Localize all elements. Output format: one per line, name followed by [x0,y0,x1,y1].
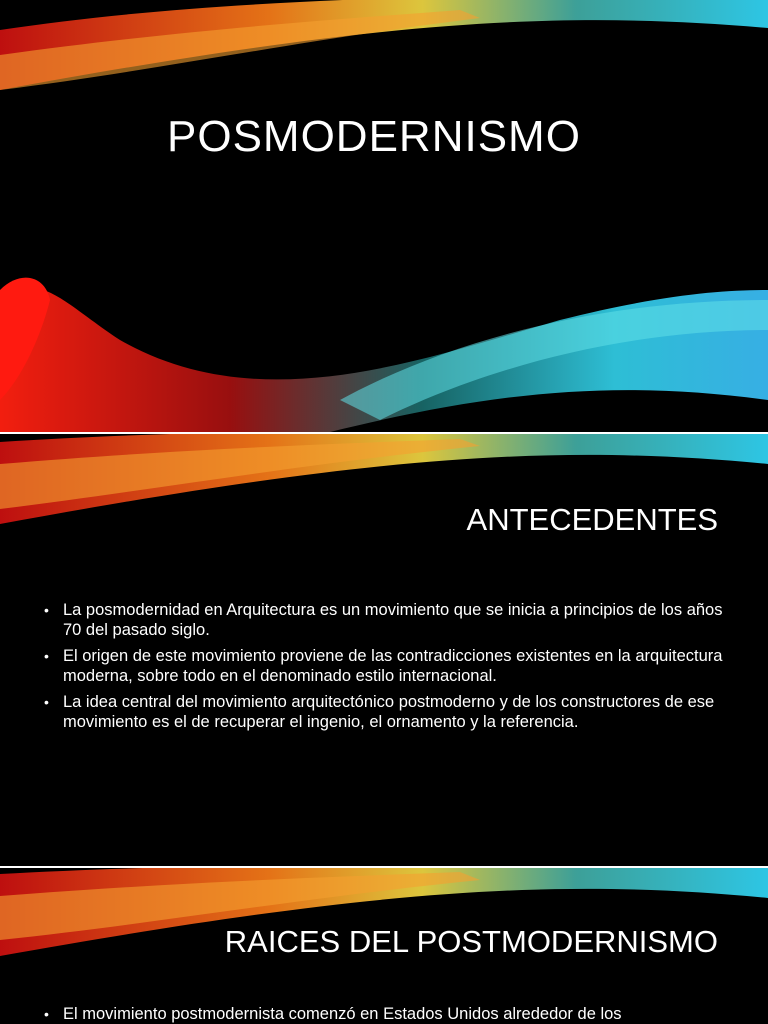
list-item: • La posmodernidad en Arquitectura es un movimiento que se inicia a principios de los años 70 del pasado siglo. [44,601,723,639]
slide-3 [0,868,768,1024]
list-item: • El movimiento postmodernista comenzó en Estados Unidos alrededor de los [44,1005,622,1023]
list-item: • El origen de este movimiento proviene de las contradicciones existentes en la arquitectura moderna, sobre todo en el denominado estilo internacional. [44,647,723,685]
slide-title: POSMODERNISMO [167,112,581,161]
slide-1 [0,0,768,432]
slide-title: RAICES DEL POSTMODERNISMO [224,924,718,959]
bullet-list [44,600,724,738]
slide-2 [0,434,768,866]
slide-title: ANTECEDENTES [466,502,718,537]
bullet-list [44,1004,724,1024]
list-item: • La idea central del movimiento arquitectónico postmoderno y de los constructores de ese movimiento es el de recuperar el ingenio, el ornamento y la referencia. [44,693,715,731]
ribbon-decoration [0,0,768,432]
